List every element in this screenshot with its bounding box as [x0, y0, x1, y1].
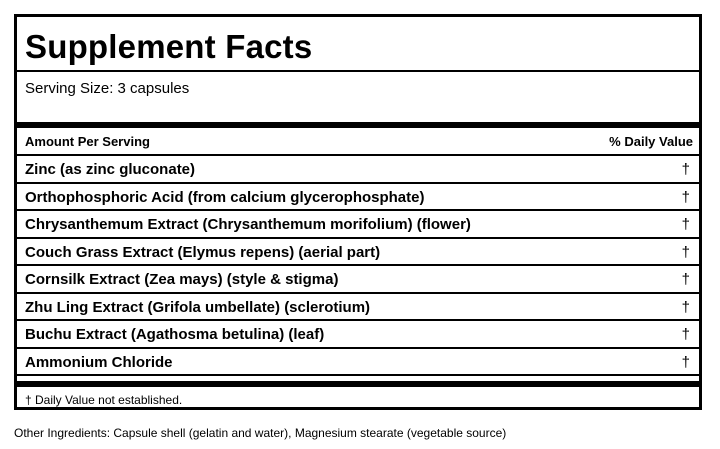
ingredient-name: Couch Grass Extract (Elymus repens) (aerial part): [25, 243, 381, 261]
ingredient-name: Zinc (as zinc gluconate): [25, 161, 196, 178]
amount-per-serving-label: Amount Per Serving: [25, 134, 150, 149]
ingredient-name: Buchu Extract (Agathosma betulina) (leaf): [25, 326, 325, 343]
ingredient-row: [17, 264, 699, 292]
column-header: [17, 130, 699, 154]
panel-title: Supplement Facts: [25, 28, 313, 65]
divider: [17, 374, 699, 376]
ingredient-daily-value: †: [681, 243, 690, 261]
ingredient-daily-value: †: [681, 216, 690, 233]
ingredient-row: [17, 237, 699, 265]
thick-divider: [17, 122, 699, 128]
ingredient-row: [17, 182, 699, 210]
ingredient-row: [17, 347, 699, 375]
ingredient-daily-value: †: [681, 353, 690, 371]
ingredient-row: [17, 209, 699, 237]
ingredient-daily-value: †: [681, 188, 690, 206]
daily-value-label: % Daily Value: [609, 134, 693, 149]
divider: [17, 70, 699, 72]
ingredient-row: [17, 292, 699, 320]
serving-size: Serving Size: 3 capsules: [25, 80, 190, 97]
ingredient-daily-value: †: [681, 298, 690, 316]
other-ingredients: Other Ingredients: Capsule shell (gelatin and water), Magnesium stearate (vegetable source): [14, 426, 507, 440]
ingredient-name: Ammonium Chloride: [25, 353, 173, 371]
ingredient-name: Chrysanthemum Extract (Chrysanthemum morifolium) (flower): [25, 216, 471, 233]
ingredient-name: Zhu Ling Extract (Grifola umbellate) (sclerotium): [25, 298, 371, 316]
ingredient-list: [17, 154, 699, 374]
supplement-facts-panel: [14, 14, 702, 410]
ingredient-daily-value: †: [681, 326, 690, 343]
ingredient-daily-value: †: [681, 161, 690, 178]
ingredient-row: [17, 319, 699, 347]
thick-divider: [17, 381, 699, 387]
ingredient-daily-value: †: [681, 271, 690, 288]
ingredient-name: Cornsilk Extract (Zea mays) (style & stigma): [25, 271, 339, 288]
ingredient-name: Orthophosphoric Acid (from calcium glycerophosphate): [25, 188, 425, 206]
footnote: † Daily Value not established.: [25, 393, 183, 407]
ingredient-row: [17, 154, 699, 182]
